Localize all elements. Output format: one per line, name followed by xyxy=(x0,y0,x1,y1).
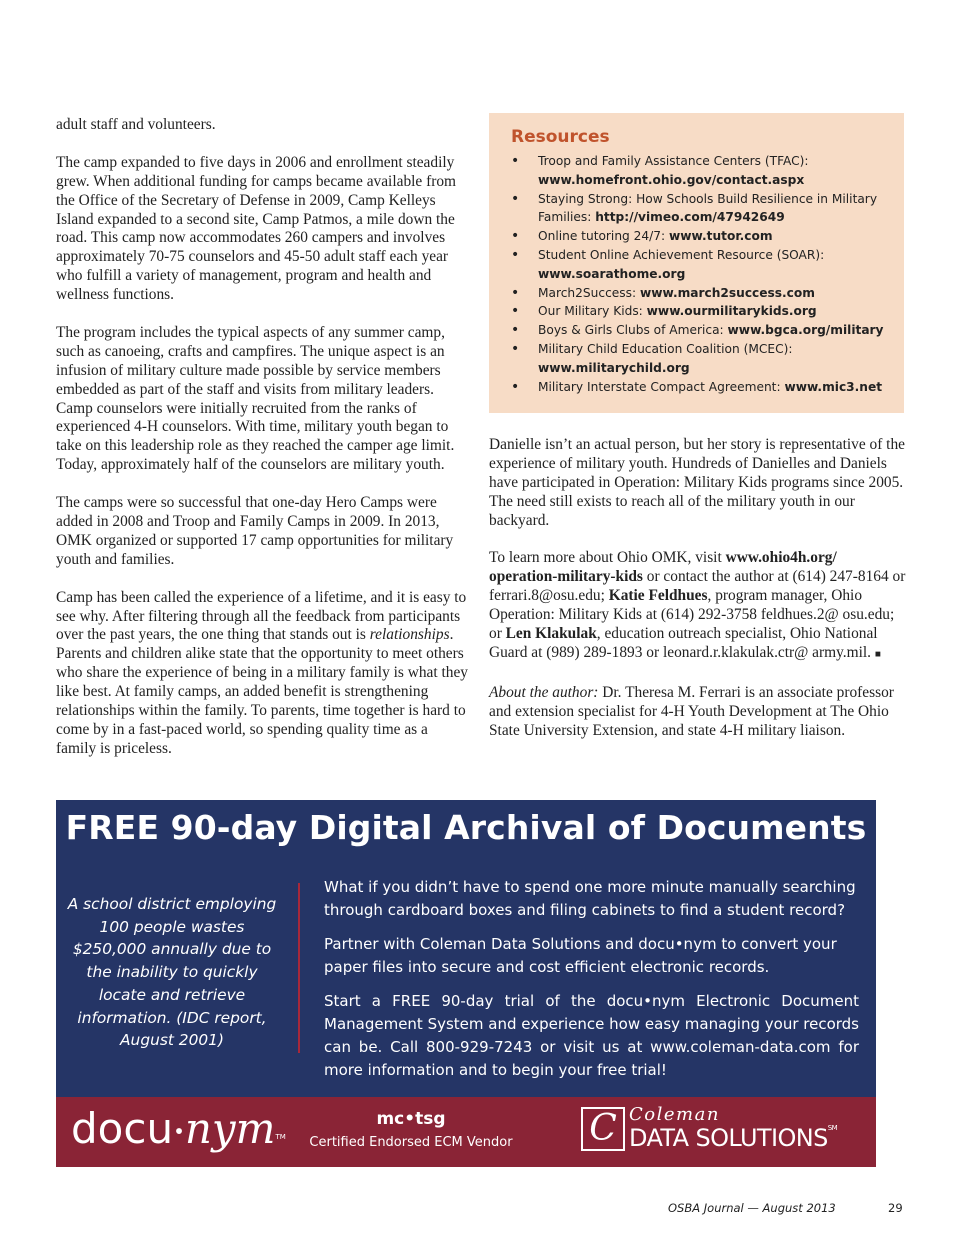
paragraph: About the author: Dr. Theresa M. Ferrari is an associate professor and extension specialist for 4-H Youth Development at The Ohio State University Extension, and state 4-H military liaison. xyxy=(489,683,894,739)
ad-divider xyxy=(298,883,300,1053)
page-number: 29 xyxy=(888,1201,903,1215)
end-mark: ■ xyxy=(874,648,881,660)
list-item: • Online tutoring 24/7: www.tutor.com xyxy=(511,227,886,246)
contact-name: Len Klakulak xyxy=(505,625,597,643)
list-item: • Student Online Achievement Resource (SOAR): www.soarathome.org xyxy=(511,246,886,284)
paragraph: To learn more about Ohio OMK, visit www.ohio4h.org/ operation-military-kids or contact the author at (614) 247-8164 or ferrari.8@osu.edu; Katie Feldhues, program manager, Ohio Operation: Military Kids at (614) 292-3758 feldhues.2@ osu.edu; or Len Klakulak, education outreach specialist, Ohio National Guard at (989) 289-1893 or leonard.r.klakulak.ctr@ army.mil. ■ xyxy=(489,549,906,661)
ad-title: FREE 90-day Digital Archival of Documents xyxy=(65,808,867,847)
emphasis: relationships xyxy=(369,626,450,644)
paragraph: adult staff and volunteers. xyxy=(56,116,216,133)
paragraph: Danielle isn’t an actual person, but her story is representative of the experience of military youth. Hundreds of Danielles and Daniels have participated in Operation: Military Kids programs since 2005. The need still exists to reach all of the military youth in our backyard. xyxy=(489,436,905,529)
paragraph: The program includes the typical aspects of any summer camp, such as canoeing, crafts and campfires. The unique aspect is an infusion of military culture made possible by service members embedded as part of the staff and visits from military leaders. Camp counselors were initially recruited from the ranks of experienced 4-H counselors. With time, military youth began to take on this leadership role as they reached the camper age limit. Today, approximately half of the counselors are military youth. xyxy=(56,323,455,474)
left-column xyxy=(56,116,470,778)
resource-link[interactable]: www.ourmilitarykids.org xyxy=(646,304,817,319)
list-item: • Military Child Education Coalition (MCEC): www.militarychild.org xyxy=(511,340,886,378)
paragraph xyxy=(56,589,470,759)
ad-paragraph: Start a FREE 90-day trial of the docu•nym Electronic Document Management System and experience how easy managing your records can be. Call 800-929-7243 or visit us at www.coleman-data.com for more information and to begin your free trial! xyxy=(324,992,859,1079)
coleman-subtitle: DATA SOLUTIONS℠ xyxy=(629,1124,838,1152)
emphasis: About the author: xyxy=(489,683,599,701)
ad-top-panel xyxy=(56,800,876,1097)
resource-link[interactable]: www.mic3.net xyxy=(784,379,883,394)
resource-link[interactable]: www.homefront.ohio.gov/contact.aspx xyxy=(538,172,805,187)
resource-link[interactable]: www.tutor.com xyxy=(669,229,773,244)
list-item: • Boys & Girls Clubs of America: www.bgca.org/military xyxy=(511,321,886,340)
ad-quote: A school district employing 100 people wastes $250,000 annually due to the inability to quickly locate and retrieve information. (IDC report, August 2001) xyxy=(67,895,277,1050)
coleman-c-icon: C xyxy=(581,1107,625,1151)
resources-sidebar xyxy=(489,113,904,413)
text-run: . Parents and children alike state that the opportunity to meet others who share the experience of being in a military family is what they like best. At family camps, an added benefit is strengthening relationships within the family. To parents, time together is hard to come by in a fast-paced world, so spending quality time as a family is priceless. xyxy=(56,626,468,757)
resource-link[interactable]: www.march2success.com xyxy=(639,285,815,300)
list-item: • Staying Strong: How Schools Build Resilience in Military Families: http://vimeo.com/47942649 xyxy=(511,190,886,228)
text-run: Camp has been called the experience of a lifetime, and it is easy to see why. After filtering through all the feedback from participants over the past years, the one thing that stands out is xyxy=(56,588,467,644)
motsg-title: mc•tsg xyxy=(376,1109,446,1129)
docunym-logo: docu•nym™ xyxy=(71,1104,286,1153)
list-item: • Military Interstate Compact Agreement: www.mic3.net xyxy=(511,378,886,397)
resource-link[interactable]: www.militarychild.org xyxy=(538,360,690,375)
list-item: • Troop and Family Assistance Centers (TFAC): www.homefront.ohio.gov/contact.aspx xyxy=(511,152,886,190)
website-link[interactable]: www.ohio4h.org/ operation-military-kids xyxy=(489,549,837,586)
coleman-logo xyxy=(581,1104,871,1157)
paragraph: The camps were so successful that one-day Hero Camps were added in 2008 and Troop and Family Camps in 2009. In 2013, OMK organized or supported 17 camp opportunities for military youth and families. xyxy=(56,494,454,568)
ad-paragraph: What if you didn’t have to spend one more minute manually searching through cardboard boxes and filing cabinets to find a student record? xyxy=(324,878,856,919)
right-column xyxy=(489,436,907,759)
list-item: • Our Military Kids: www.ourmilitarykids.org xyxy=(511,302,886,321)
paragraph: The camp expanded to five days in 2006 and enrollment steadily grew. When additional funding for camps became available from the Office of the Secretary of Defense in 2009, Camp Kelleys Island expanded to a second site, Camp Patmos, a mile down the road. This camp now accommodates 260 campers and involves approximately 70-75 counselors and 45-50 adult staff each year who fulfill a variety of management, program and health and wellness functions. xyxy=(56,153,457,304)
ad-body xyxy=(324,876,859,1093)
resource-link[interactable]: http://vimeo.com/47942649 xyxy=(595,210,785,225)
motsg-logo xyxy=(306,1109,516,1153)
footer-journal: OSBA Journal — August 2013 xyxy=(668,1201,836,1215)
resource-link[interactable]: www.soarathome.org xyxy=(538,266,686,281)
ad-paragraph: Partner with Coleman Data Solutions and docu•nym to convert your paper files into secure and cost efficient electronic records. xyxy=(324,935,837,976)
resources-title: Resources xyxy=(511,127,610,147)
resource-link[interactable]: www.bgca.org/military xyxy=(727,323,884,338)
motsg-subtitle: Certified Endorsed ECM Vendor xyxy=(309,1135,513,1150)
coleman-name: Coleman xyxy=(629,1104,720,1125)
list-item: • March2Success: www.march2success.com xyxy=(511,284,886,303)
contact-name: Katie Feldhues xyxy=(608,587,708,605)
resources-list xyxy=(511,152,886,396)
advertisement xyxy=(56,800,876,1167)
ad-logo-bar xyxy=(56,1097,876,1167)
